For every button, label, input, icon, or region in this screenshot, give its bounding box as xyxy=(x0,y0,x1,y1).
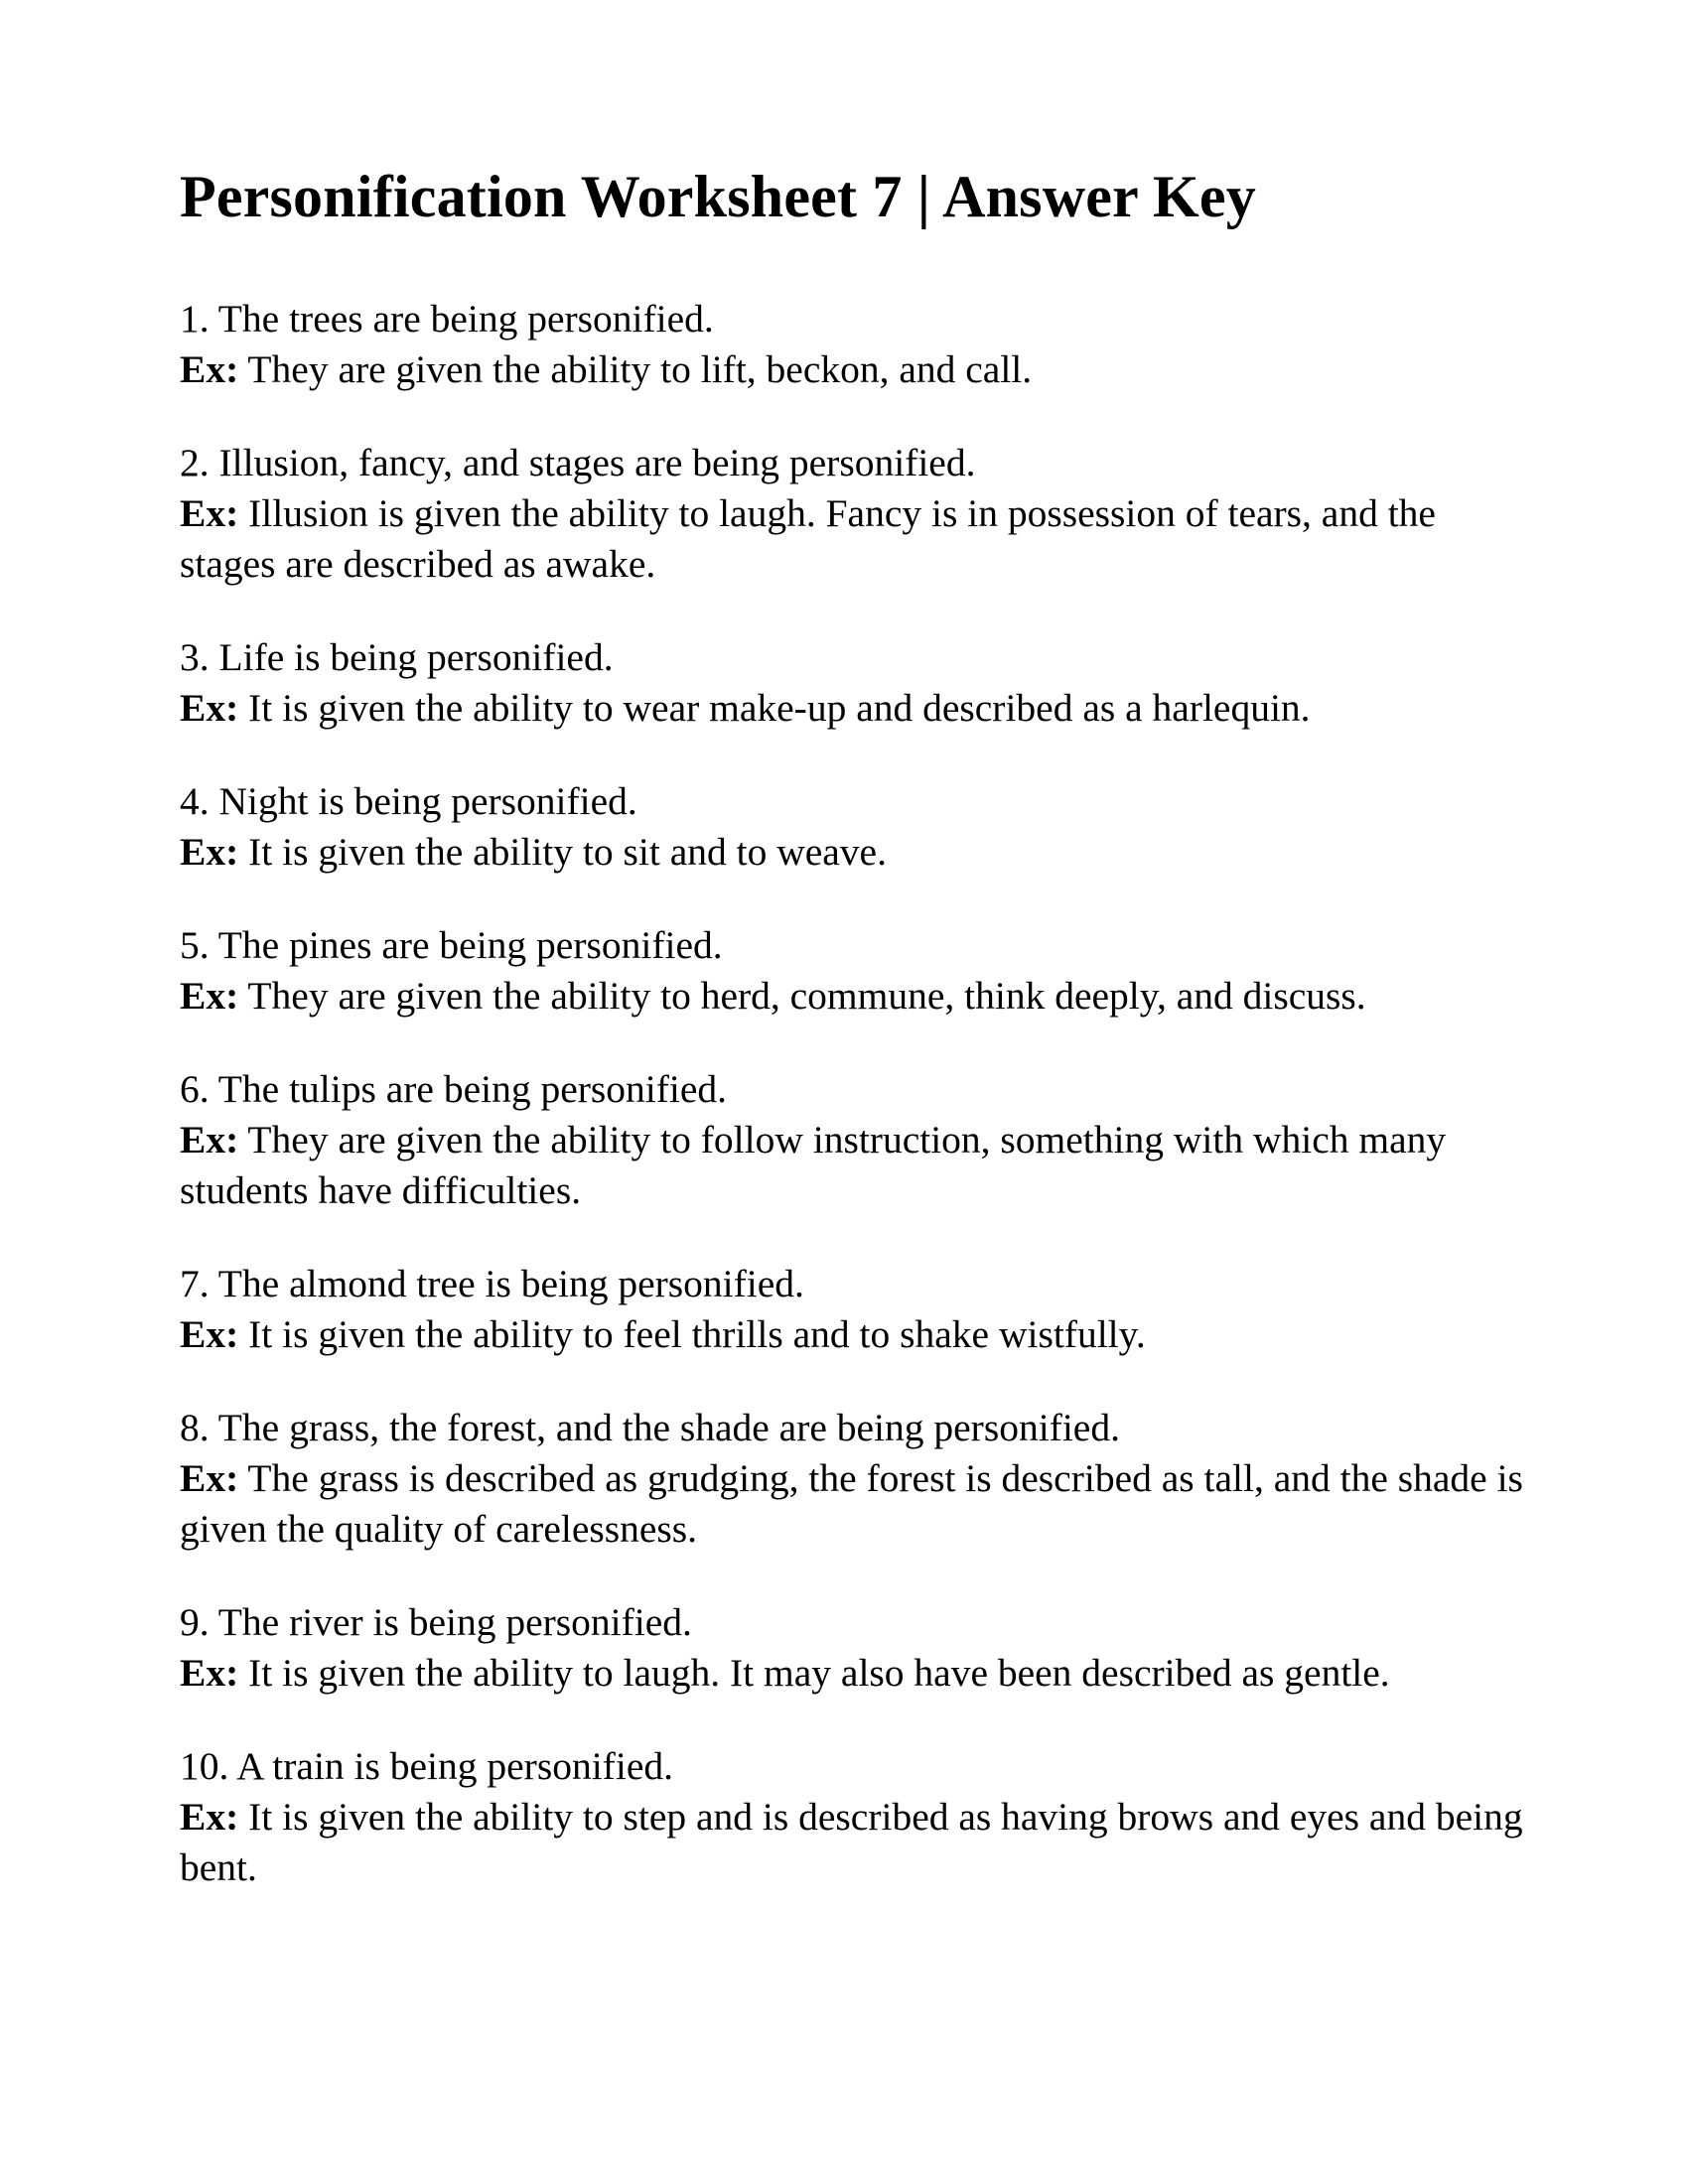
answer-statement: 7. The almond tree is being personified. xyxy=(180,1262,804,1305)
ex-label: Ex: xyxy=(180,830,239,874)
answer-item xyxy=(180,1064,1539,1216)
answer-explanation-line xyxy=(180,827,1539,878)
answer-item xyxy=(180,1597,1539,1699)
answer-statement: 10. A train is being personified. xyxy=(180,1744,673,1788)
answer-explanation: The grass is described as grudging, the forest is described as tall, and the shade is given the quality of carelessness. xyxy=(180,1456,1523,1551)
ex-label: Ex: xyxy=(180,491,239,535)
answer-explanation: It is given the ability to wear make-up and described as a harlequin. xyxy=(248,686,1311,730)
answer-explanation: It is given the ability to feel thrills and to shake wistfully. xyxy=(248,1312,1146,1356)
answer-explanation-line xyxy=(180,344,1539,395)
answer-explanation-line xyxy=(180,1453,1539,1555)
answer-explanation-line xyxy=(180,683,1539,734)
ex-label: Ex: xyxy=(180,1312,239,1356)
answer-statement: 1. The trees are being personified. xyxy=(180,297,714,341)
ex-label: Ex: xyxy=(180,686,239,730)
answer-item xyxy=(180,776,1539,878)
answer-item xyxy=(180,294,1539,395)
ex-label: Ex: xyxy=(180,347,239,391)
ex-label: Ex: xyxy=(180,1651,239,1695)
answer-statement: 9. The river is being personified. xyxy=(180,1600,692,1644)
answer-explanation: They are given the ability to lift, beckon, and call. xyxy=(247,347,1033,391)
answer-explanation: They are given the ability to herd, commune, think deeply, and discuss. xyxy=(247,974,1366,1018)
answer-item xyxy=(180,438,1539,590)
answer-statement: 6. The tulips are being personified. xyxy=(180,1067,728,1111)
answer-item xyxy=(180,920,1539,1022)
answer-item xyxy=(180,632,1539,734)
page-title: Personification Worksheet 7 | Answer Key xyxy=(180,164,1256,229)
ex-label: Ex: xyxy=(180,1795,239,1839)
answer-list xyxy=(180,294,1539,1893)
answer-explanation: Illusion is given the ability to laugh. Fancy is in possession of tears, and the stages are described as awake. xyxy=(180,491,1436,586)
ex-label: Ex: xyxy=(180,1456,239,1500)
answer-explanation: It is given the ability to sit and to weave. xyxy=(248,830,887,874)
answer-explanation: It is given the ability to laugh. It may also have been described as gentle. xyxy=(248,1651,1390,1695)
ex-label: Ex: xyxy=(180,974,239,1018)
answer-explanation-line xyxy=(180,1648,1539,1699)
answer-statement: 5. The pines are being personified. xyxy=(180,923,723,967)
answer-statement: 8. The grass, the forest, and the shade are being personified. xyxy=(180,1406,1120,1449)
answer-item xyxy=(180,1403,1539,1555)
answer-explanation: They are given the ability to follow instruction, something with which many students have difficulties. xyxy=(180,1118,1447,1212)
answer-explanation-line xyxy=(180,488,1539,590)
answer-statement: 4. Night is being personified. xyxy=(180,779,637,823)
answer-item xyxy=(180,1259,1539,1360)
answer-item xyxy=(180,1741,1539,1893)
ex-label: Ex: xyxy=(180,1118,239,1161)
answer-explanation-line xyxy=(180,971,1539,1022)
answer-explanation: It is given the ability to step and is described as having brows and eyes and being bent. xyxy=(180,1795,1523,1889)
answer-statement: 3. Life is being personified. xyxy=(180,635,614,679)
answer-explanation-line xyxy=(180,1115,1539,1216)
answer-explanation-line xyxy=(180,1792,1539,1893)
answer-explanation-line xyxy=(180,1309,1539,1360)
answer-statement: 2. Illusion, fancy, and stages are being personified. xyxy=(180,441,976,484)
